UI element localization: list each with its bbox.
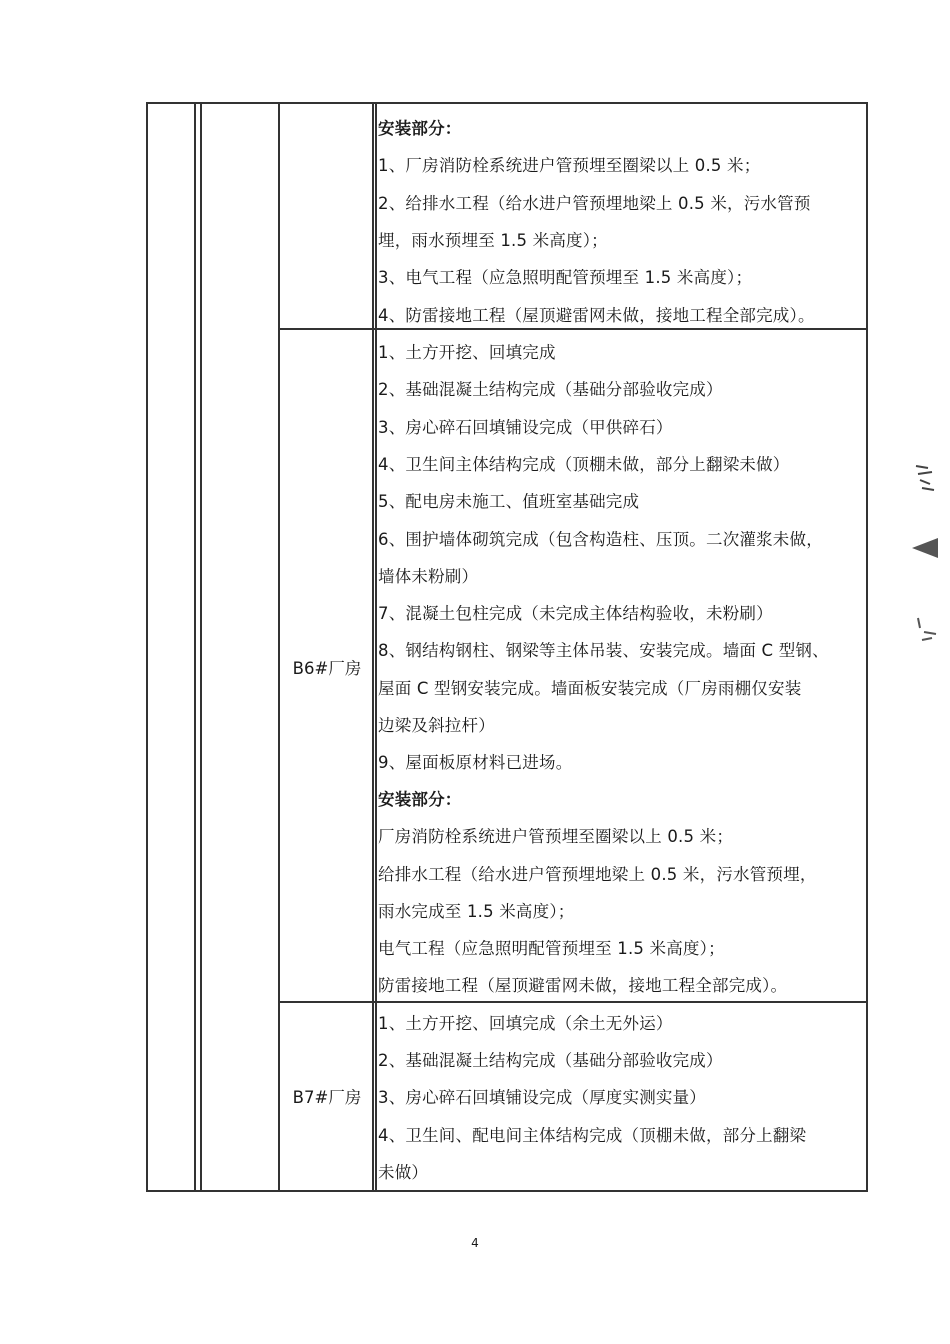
column-divider-1 [194,102,196,1192]
content-line: 电气工程（应急照明配管预埋至 1.5 米高度）； [378,939,725,958]
content-line: 6、围护墙体砌筑完成（包含构造柱、压顶。二次灌浆未做， [378,530,823,549]
column-divider-5 [375,102,377,1192]
content-line: 9、屋面板原材料已进场。 [378,753,573,772]
content-line: 2、给排水工程（给水进户管预埋地梁上 0.5 米，污水管预 [378,194,811,213]
table-top-border [146,102,868,104]
row-divider-b7 [278,1001,868,1003]
content-line: 边梁及斜拉杆） [378,716,495,735]
content-line: 7、混凝土包柱完成（未完成主体结构验收，未粉刷） [378,604,773,623]
row-divider-b6 [278,328,868,330]
content-line: 防雷接地工程（屋顶避雷网未做，接地工程全部完成）。 [378,976,788,995]
content-line: 厂房消防栓系统进户管预埋至圈梁以上 0.5 米； [378,827,734,846]
install-heading: 安装部分： [378,119,462,138]
seal-fragment-middle [908,528,948,568]
building-label-b7: B7#厂房 [292,1088,362,1107]
table-left-border [146,102,148,1192]
content-line: 1、土方开挖、回填完成 [378,343,556,362]
content-line: 埋，雨水预埋至 1.5 米高度）； [378,231,608,250]
content-line: 2、基础混凝土结构完成（基础分部验收完成） [378,380,723,399]
content-line: 4、防雷接地工程（屋顶避雷网未做，接地工程全部完成）。 [378,306,815,325]
content-line: 1、厂房消防栓系统进户管预埋至圈梁以上 0.5 米； [378,156,761,175]
content-line: 3、房心碎石回填铺设完成（厚度实测实量） [378,1088,706,1107]
content-line: 未做） [378,1163,429,1182]
table-bottom-border [146,1190,868,1192]
content-line: 2、基础混凝土结构完成（基础分部验收完成） [378,1051,723,1070]
content-line: 8、钢结构钢柱、钢梁等主体吊装、安装完成。墙面 C 型钢、 [378,641,829,660]
seal-fragment-bottom [908,610,948,650]
install-heading: 安装部分： [378,790,462,809]
content-line: 4、卫生间、配电间主体结构完成（顶棚未做，部分上翻梁 [378,1126,807,1145]
content-line: 4、卫生间主体结构完成（顶棚未做，部分上翻梁未做） [378,455,790,474]
column-divider-2 [200,102,202,1192]
content-line: 1、土方开挖、回填完成（余土无外运） [378,1014,673,1033]
content-line: 5、配电房未施工、值班室基础完成 [378,492,640,511]
content-line: 3、电气工程（应急照明配管预埋至 1.5 米高度）； [378,268,753,287]
content-line: 屋面 C 型钢安装完成。墙面板安装完成（厂房雨棚仅安装 [378,679,802,698]
content-line: 墙体未粉刷） [378,567,479,586]
content-line: 雨水完成至 1.5 米高度）； [378,902,575,921]
content-line: 给排水工程（给水进户管预埋地梁上 0.5 米，污水管预埋， [378,865,817,884]
column-divider-3 [278,102,280,1192]
seal-fragment-top [908,460,948,500]
page-number: 4 [471,1236,479,1250]
content-line: 3、房心碎石回填铺设完成（甲供碎石） [378,418,673,437]
column-divider-4 [372,102,374,1192]
building-label-b6: B6#厂房 [292,659,362,678]
